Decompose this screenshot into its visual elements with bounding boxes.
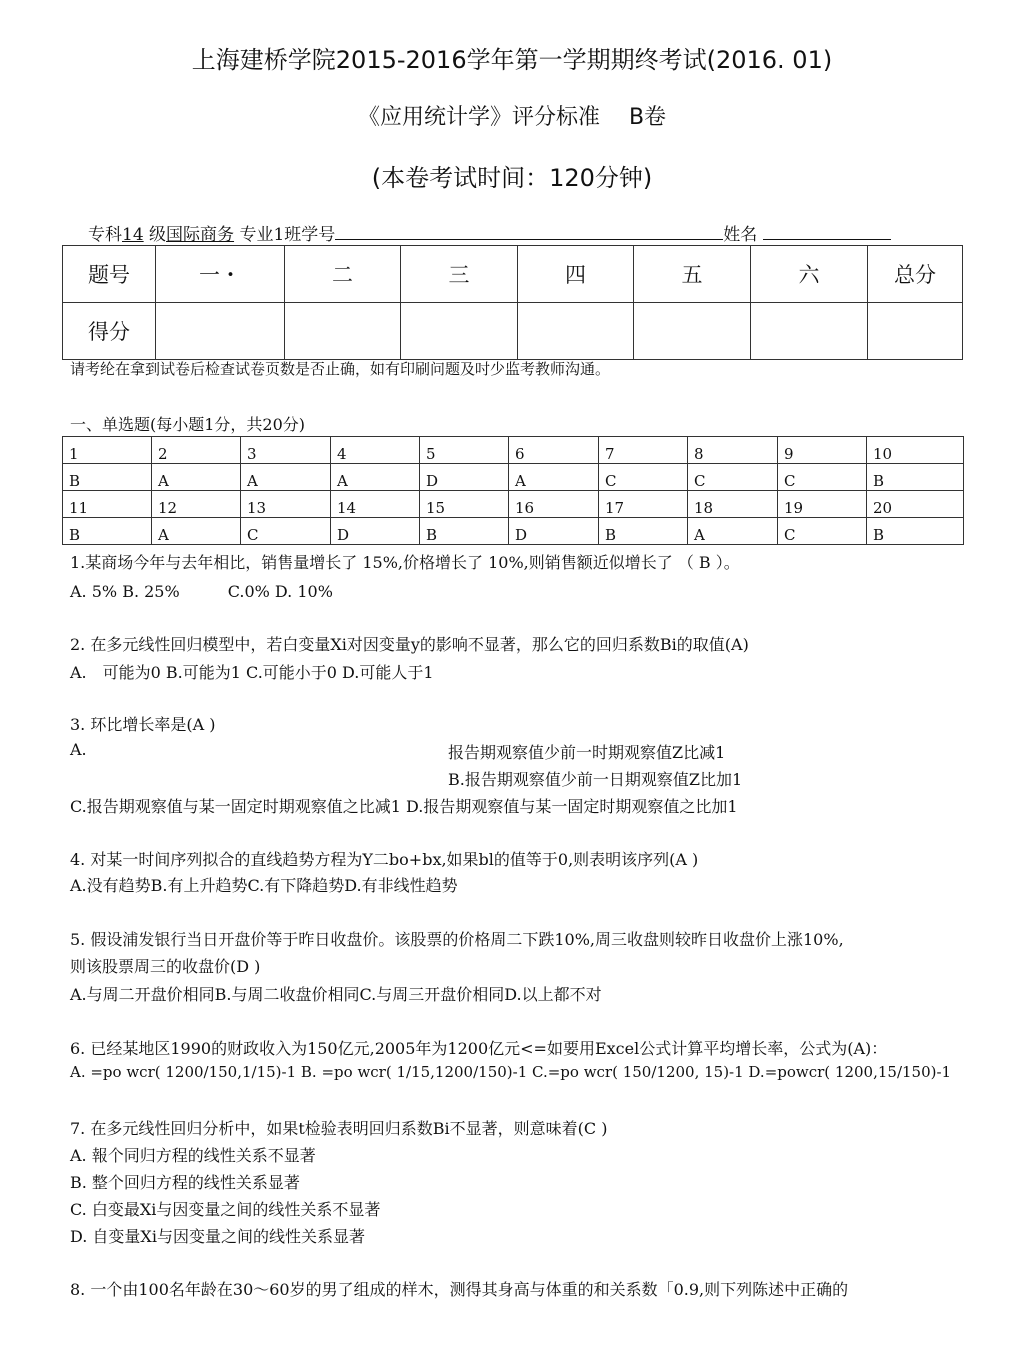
question-6-stem: 6. 已经某地区1990的财政收入为150亿元,2005年为1200亿元<=如要用Excel公式计算平均增长率，公式为(A)：: [70, 1039, 888, 1058]
question-7-option-d: D. 自变量Xi与因变量之间的线性关系显著: [70, 1227, 365, 1246]
question-3-option-a-label: A.: [70, 740, 87, 759]
question-5-options: A.与周二开盘价相同B.与周二收盘价相同C.与周三开盘价相同D.以上都不对: [70, 985, 602, 1004]
answer-number: 16: [509, 491, 599, 518]
student-major-suffix: 专业1班学号: [234, 225, 336, 245]
answer-number: 14: [331, 491, 420, 518]
question-5-stem-continued: 则该股票周三的收盘价(D ): [70, 957, 261, 976]
score-header-cell: 二: [285, 246, 401, 303]
answer-key-table: [62, 436, 964, 545]
answer-number: 19: [778, 491, 867, 518]
question-3-options-cd: C.报告期观察值与某一固定时期观察值之比减1 D.报告期观察值与某一固定时期观察值之比加1: [70, 797, 738, 816]
answer-letter: D: [420, 464, 509, 491]
question-7-option-b: B. 整个回归方程的线性关系显著: [70, 1173, 300, 1192]
answer-letter: B: [867, 518, 964, 545]
student-info-prefix: 专科: [88, 225, 122, 245]
answer-letter: B: [599, 518, 688, 545]
answer-letter: B: [63, 464, 152, 491]
answer-letter-row: [63, 464, 964, 491]
score-row: [63, 303, 963, 360]
answer-letter: B: [420, 518, 509, 545]
answer-number: 7: [599, 437, 688, 464]
question-8-stem: 8. 一个由100名年龄在30～60岁的男了组成的样木，测得其身高与体重的和关系数「0.9,则下列陈述中正确的: [70, 1280, 849, 1299]
answer-letter: C: [778, 518, 867, 545]
question-3-stem: 3. 环比增长率是(A ): [70, 715, 216, 734]
answer-number: 1: [63, 437, 152, 464]
answer-letter: A: [152, 464, 241, 491]
score-header-row: [63, 246, 963, 303]
answer-number: 11: [63, 491, 152, 518]
answer-letter: C: [688, 464, 778, 491]
answer-number: 17: [599, 491, 688, 518]
answer-number: 12: [152, 491, 241, 518]
question-7-stem: 7. 在多元线性回归分析中，如果t检验表明回归系数Bi不显著，则意味着(C ): [70, 1119, 608, 1138]
student-major: 国际商务: [166, 225, 235, 245]
answer-letter: A: [509, 464, 599, 491]
score-header-cell: 六: [751, 246, 868, 303]
answer-letter: C: [778, 464, 867, 491]
answer-number: 5: [420, 437, 509, 464]
answer-number-row: [63, 491, 964, 518]
score-table: [62, 245, 963, 360]
question-6-options: A. =po wcr( 1200/150,1/15)-1 B. =po wcr( 1/15,1200/150)-1 C.=po wcr( 150/1200, 15)-1 D.=powcr( 1200,15/150)-1: [70, 1063, 952, 1081]
exam-notice: 请考纶在拿到试卷后检查试卷页数是否止确，如有印刷问题及吋少监考教师沟通。: [70, 360, 611, 378]
answer-number: 8: [688, 437, 778, 464]
answer-letter: A: [152, 518, 241, 545]
answer-number: 18: [688, 491, 778, 518]
answer-letter: C: [599, 464, 688, 491]
score-cell[interactable]: [634, 303, 751, 360]
answer-number: 4: [331, 437, 420, 464]
score-cell[interactable]: [751, 303, 868, 360]
answer-number: 3: [241, 437, 331, 464]
score-header-cell: 四: [518, 246, 634, 303]
question-2-options: A. 可能为0 B.可能为1 C.可能小于0 D.可能人于1: [70, 663, 434, 682]
answer-letter-row: [63, 518, 964, 545]
question-2-stem: 2. 在多元线性回归模型中，若白变量Xi对因变量y的影响不显著，那么它的回归系数Bi的取值(A): [70, 635, 749, 654]
question-1-stem: 1.某商场今年与去年相比，销售量增长了 15%,价格增长了 10%,则销售额近似增长了 （ B ）。: [70, 553, 740, 572]
exam-time: (本卷考试时间：120分钟): [371, 164, 653, 192]
answer-number: 6: [509, 437, 599, 464]
section-title: 一、单选题(每小题1分，共20分): [70, 415, 306, 434]
name-label: 姓名: [723, 225, 758, 245]
answer-letter: D: [509, 518, 599, 545]
question-4-options: A.没有趋势B.有上升趋势C.有下降趋势D.有非线性趋势: [70, 876, 458, 895]
score-cell[interactable]: [285, 303, 401, 360]
student-name-blank[interactable]: [763, 223, 891, 240]
answer-letter: A: [688, 518, 778, 545]
answer-number: 2: [152, 437, 241, 464]
question-7-option-a: A. 報个同归方程的线性关系不显著: [70, 1146, 316, 1165]
student-info-line: [88, 220, 938, 245]
exam-subtitle: 《应用统计学》评分标准 B卷: [357, 105, 667, 130]
score-row-label: 得分: [63, 303, 156, 360]
score-cell[interactable]: [156, 303, 285, 360]
score-header-cell: 题号: [63, 246, 156, 303]
answer-letter: B: [63, 518, 152, 545]
answer-number-row: [63, 437, 964, 464]
score-cell[interactable]: [868, 303, 963, 360]
score-header-cell: 一・: [156, 246, 285, 303]
answer-number: 20: [867, 491, 964, 518]
score-header-cell: 三: [401, 246, 518, 303]
question-4-stem: 4. 对某一时间序列拟合的直线趋势方程为Y二bo+bx,如果bl的值等于0,则表明该序列(A ): [70, 850, 699, 869]
score-cell[interactable]: [518, 303, 634, 360]
student-id-blank[interactable]: [335, 223, 723, 240]
student-grade: 14: [122, 225, 144, 245]
question-7-option-c: C. 白变最Xi与因变量之间的线性关系不显著: [70, 1200, 381, 1219]
student-level: 级: [143, 225, 167, 245]
score-header-cell: 五: [634, 246, 751, 303]
question-3-option-b: B.报告期观察值少前一日期观察值Z比加1: [448, 770, 743, 789]
answer-number: 15: [420, 491, 509, 518]
answer-number: 10: [867, 437, 964, 464]
answer-letter: D: [331, 518, 420, 545]
answer-letter: B: [867, 464, 964, 491]
answer-number: 13: [241, 491, 331, 518]
question-3-option-a: 报告期观察值少前一时期观察值Z比减1: [448, 743, 726, 762]
exam-title: 上海建桥学院2015-2016学年第一学期期终考试(2016. 01): [191, 46, 833, 74]
question-5-stem: 5. 假设浦发银行当日开盘价等于昨日收盘价。该股票的价格周二下跌10%,周三收盘则较昨日收盘价上涨10%,: [70, 930, 844, 949]
answer-letter: C: [241, 518, 331, 545]
answer-letter: A: [241, 464, 331, 491]
score-header-cell: 总分: [868, 246, 963, 303]
score-cell[interactable]: [401, 303, 518, 360]
question-1-options: A. 5% B. 25% C.0% D. 10%: [70, 582, 333, 601]
answer-number: 9: [778, 437, 867, 464]
answer-letter: A: [331, 464, 420, 491]
